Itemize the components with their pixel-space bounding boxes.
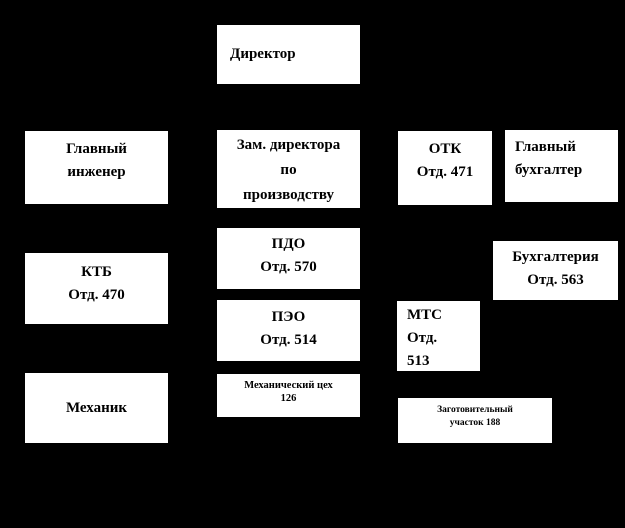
org-box-procurement-section-188: [398, 398, 552, 443]
org-box-label: Директор: [230, 46, 296, 62]
org-box-mechanical-shop-126: [217, 374, 360, 417]
org-box-accounting-dept-563: [493, 241, 618, 300]
org-box-label: Отд.: [407, 330, 438, 346]
org-box-label: производству: [243, 187, 334, 203]
org-box-label: Зам. директора: [236, 137, 341, 153]
org-box-label: 126: [280, 393, 297, 404]
org-box-label: Главный: [66, 141, 127, 157]
org-box-ktb-dept-470: [25, 253, 168, 324]
org-box-label: 513: [407, 353, 430, 369]
org-box-director: [217, 25, 360, 84]
org-box-chief-accountant: [505, 130, 618, 202]
org-box-label: по: [280, 162, 297, 178]
org-box-pdo-dept-570: [217, 228, 360, 289]
org-box-label: Отд. 570: [260, 259, 317, 275]
org-box-label: участок 188: [449, 418, 501, 428]
org-box-mts-dept-513: [397, 301, 480, 371]
org-box-label: Главный: [515, 139, 576, 155]
org-box-label: Механический цех: [244, 380, 333, 391]
org-box-label: Заготовительный: [437, 405, 513, 415]
org-box-label: ОТК: [428, 141, 462, 157]
org-box-label: Отд. 563: [527, 272, 584, 288]
org-box-label: Бухгалтерия: [512, 249, 599, 265]
org-box-label: Отд. 514: [260, 332, 317, 348]
org-box-label: Отд. 470: [68, 287, 125, 303]
org-box-label: Механик: [65, 399, 128, 416]
org-box-label: бухгалтер: [515, 162, 583, 178]
org-box-peo-dept-514: [217, 300, 360, 361]
org-box-otk-dept-471: [398, 131, 492, 205]
org-box-label: ПЭО: [271, 309, 306, 325]
org-box-chief-engineer: [25, 131, 168, 204]
org-box-label: Отд. 471: [416, 164, 474, 180]
org-box-label: ПДО: [271, 236, 306, 252]
org-box-label: инженер: [67, 164, 126, 180]
org-box-mechanic: [25, 373, 168, 443]
org-box-label: КТБ: [81, 264, 112, 280]
org-box-deputy-director-production: [217, 130, 360, 208]
org-box-label: МТС: [407, 307, 442, 323]
